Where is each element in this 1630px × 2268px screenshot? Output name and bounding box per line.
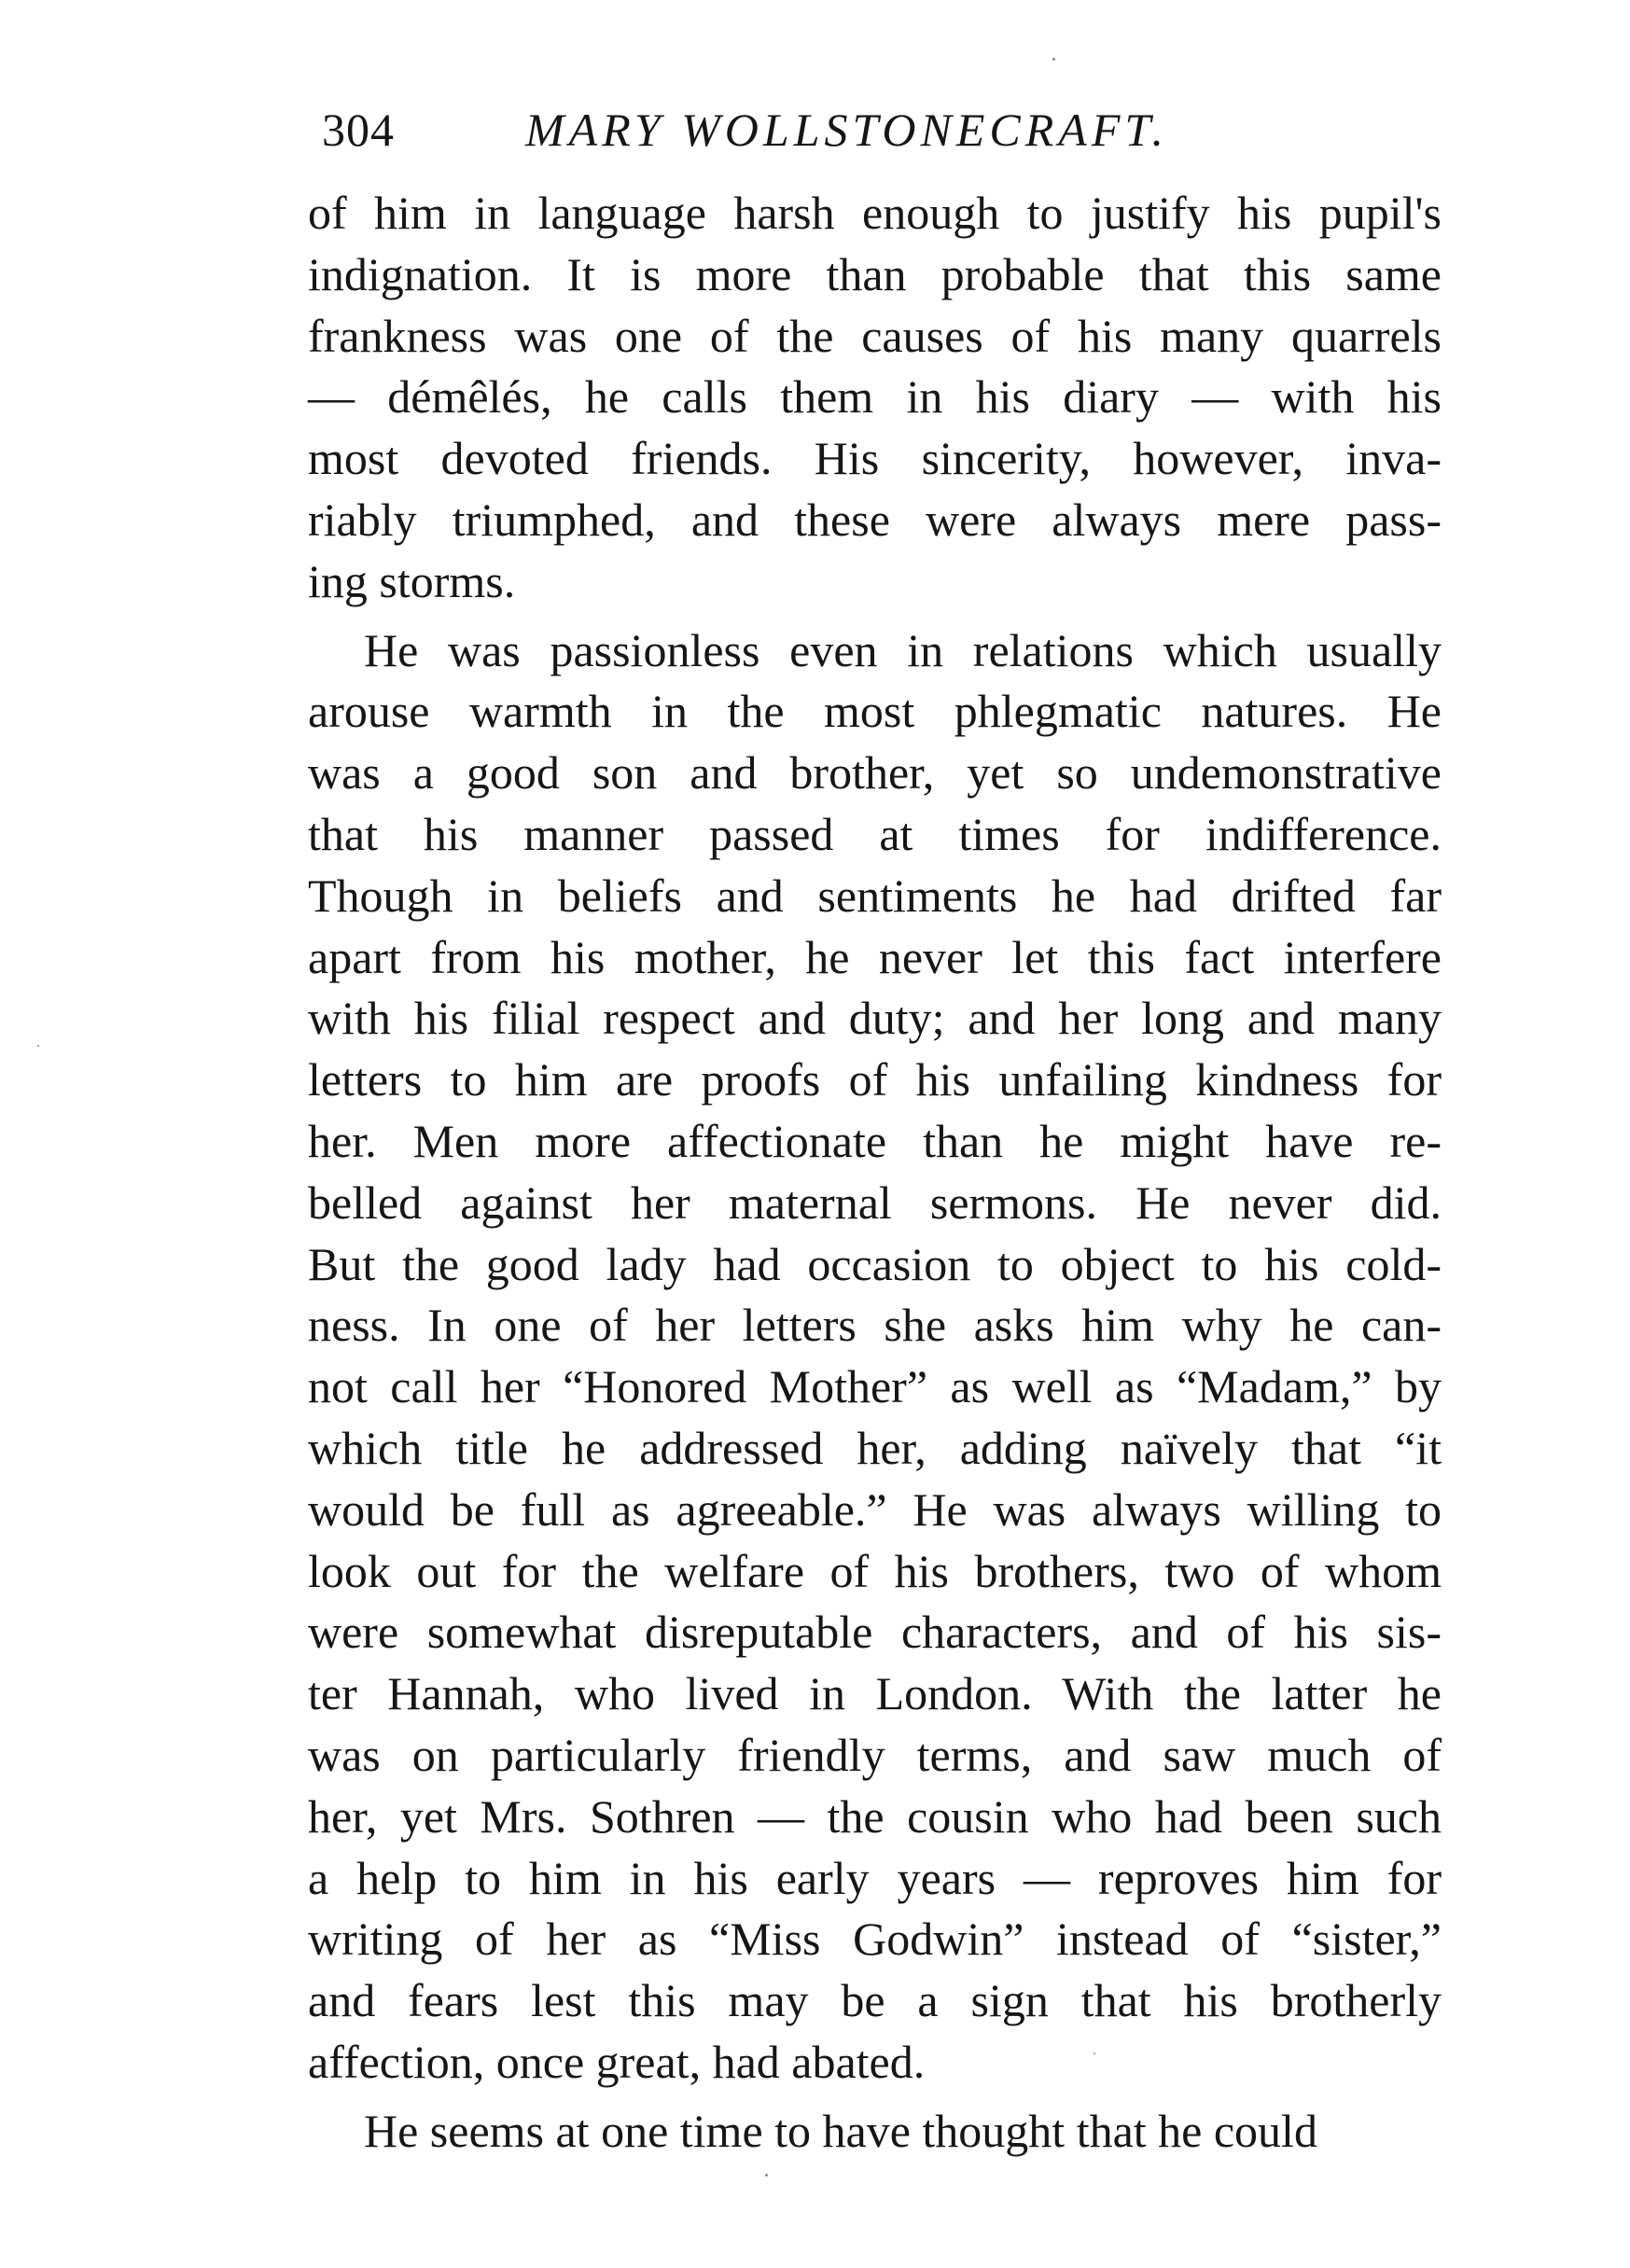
paper-speck <box>1094 2052 1095 2054</box>
paper-speck <box>1052 58 1055 61</box>
text-line: arouse warmth in the most phlegmatic natures. He <box>308 685 1442 738</box>
text-line: Though in beliefs and sentiments he had drifted far <box>308 869 1442 922</box>
text-line: belled against her maternal sermons. He never did. <box>308 1176 1442 1229</box>
text-line: — démêlés, he calls them in his diary — with his <box>308 370 1442 424</box>
text-line: affection, once great, had abated. <box>308 2035 926 2088</box>
text-line: with his filial respect and duty; and her long and many <box>308 992 1442 1045</box>
text-line: riably triumphed, and these were always mere pass- <box>308 493 1442 546</box>
text-line: that his manner passed at times for indifference. <box>308 807 1442 860</box>
text-line: ing storms. <box>308 554 516 607</box>
page-number: 304 <box>322 104 395 156</box>
running-header <box>322 97 1255 162</box>
text-line: look out for the welfare of his brothers, two of whom <box>308 1544 1442 1597</box>
running-title: MARY WOLLSTONECRAFT. <box>525 104 1168 156</box>
text-line: most devoted friends. His sincerity, however, inva- <box>308 432 1442 485</box>
text-line: He was passionless even in relations which usually <box>364 623 1442 676</box>
text-line: would be full as agreeable.” He was always willing to <box>308 1482 1442 1536</box>
text-line: was a good son and brother, yet so undemonstrative <box>308 746 1442 800</box>
text-line: ter Hannah, who lived in London. With the latter he <box>308 1667 1442 1720</box>
text-line: her. Men more affectionate than he might have re- <box>308 1114 1442 1167</box>
paper-speck <box>765 2174 768 2177</box>
text-line: He seems at one time to have thought that he could <box>364 2104 1317 2157</box>
text-line: ness. In one of her letters she asks him why he can- <box>308 1299 1442 1352</box>
paper-speck <box>37 1045 39 1047</box>
text-line: were somewhat disreputable characters, and of his sis- <box>308 1606 1442 1659</box>
text-line: letters to him are proofs of his unfailing kindness for <box>308 1053 1442 1106</box>
text-line: But the good lady had occasion to object to his cold- <box>308 1237 1442 1290</box>
text-line: indignation. It is more than probable that this same <box>308 247 1442 300</box>
text-line: was on particularly friendly terms, and saw much of <box>308 1728 1442 1781</box>
page-body <box>308 183 1442 2163</box>
text-line: which title he addressed her, adding naïvely that “it <box>308 1421 1442 1474</box>
text-line: frankness was one of the causes of his many quarrels <box>308 309 1442 362</box>
text-line: not call her “Honored Mother” as well as “Madam,” by <box>308 1360 1442 1413</box>
text-line: writing of her as “Miss Godwin” instead of “sister,” <box>308 1913 1442 1966</box>
text-line: a help to him in his early years — reproves him for <box>308 1851 1442 1904</box>
text-line: apart from his mother, he never let this fact interfere <box>308 930 1442 983</box>
text-line: her, yet Mrs. Sothren — the cousin who had been such <box>308 1789 1442 1843</box>
text-line: and fears lest this may be a sign that his brotherly <box>308 1974 1442 2027</box>
text-line: of him in language harsh enough to justify his pupil's <box>308 187 1442 239</box>
